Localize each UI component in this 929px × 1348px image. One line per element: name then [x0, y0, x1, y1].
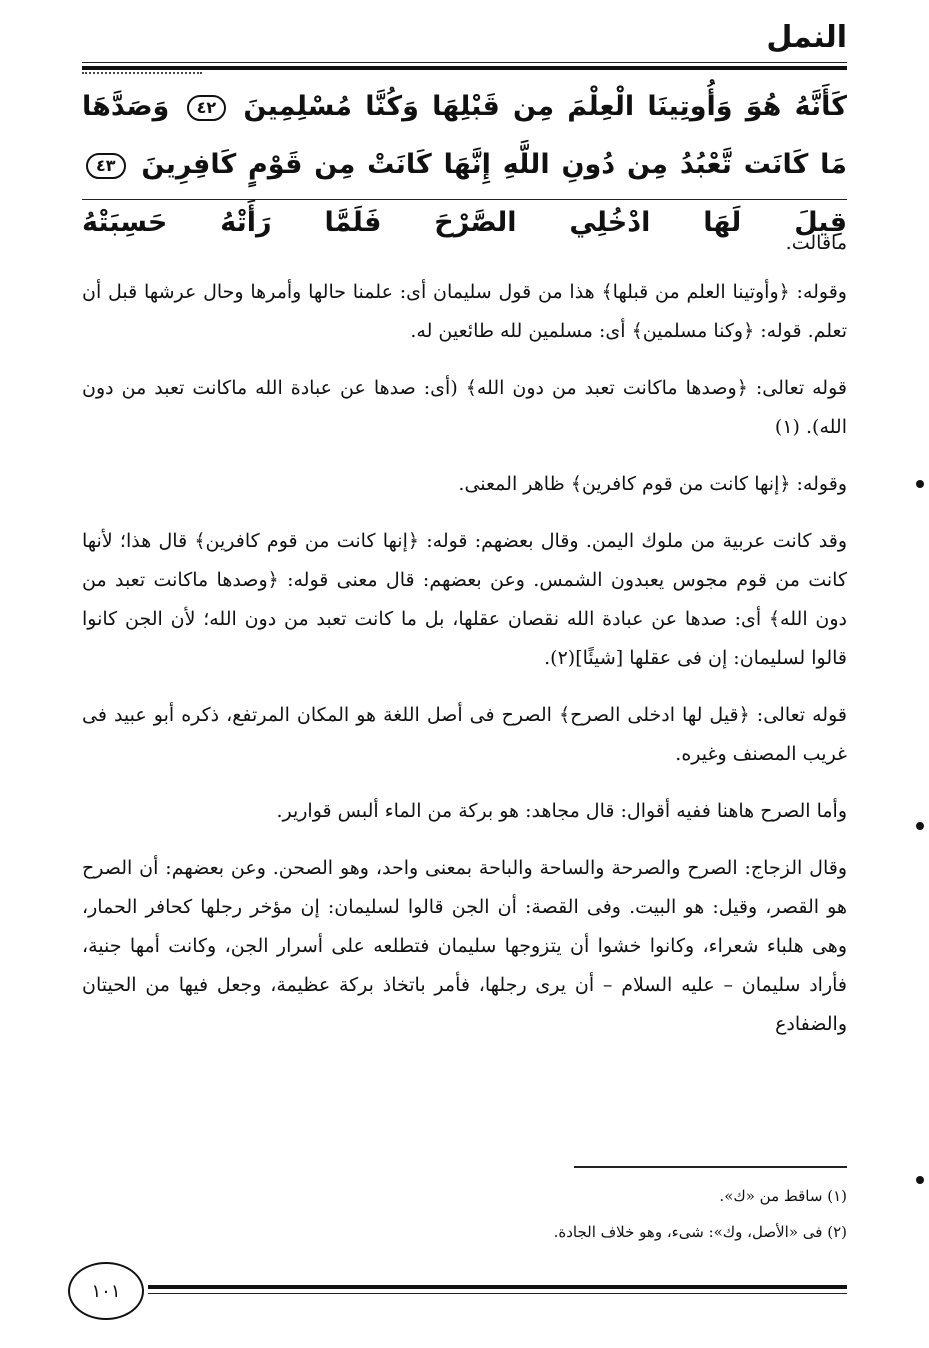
margin-mark [916, 480, 924, 488]
margin-mark [916, 822, 924, 830]
footnote-2: (٢) فى «الأصل، وك»: شىء، وهو خلاف الجادة. [553, 1223, 847, 1241]
header-rule-thick [82, 66, 847, 70]
verse-text-1: كَأَنَّهُ هُوَ وَأُوتِينَا الْعِلْمَ مِن قَبْلِهَا وَكُنَّا مُسْلِمِينَ [243, 91, 847, 122]
margin-mark [916, 1176, 924, 1184]
surah-header-title: النمل [766, 20, 847, 55]
verse-number-42: ٤٢ [187, 95, 227, 121]
paragraph: قوله تعالى: ﴿قيل لها ادخلى الصرح﴾ الصرح فى أصل اللغة هو المكان المرتفع، ذكره أبو عبيد فى غريب المصنف وغيره. [82, 704, 847, 765]
paragraph: ماقالت. [785, 232, 847, 254]
footer-rule-thin [148, 1293, 847, 1294]
footnote-separator [574, 1166, 847, 1168]
commentary-body [82, 224, 847, 1062]
header-rule-dots [82, 72, 202, 74]
verse-text-3: قِيلَ لَهَا ادْخُلِي الصَّرْحَ فَلَمَّا رَأَتْهُ حَسِبَتْهُ [82, 207, 847, 238]
paragraph: وقال الزجاج: الصرح والصرحة والساحة والباحة بمعنى واحد، وهو الصحن. وعن بعضهم: أن الصرح هو القصر، وقيل: هو البيت. وفى القصة: أن الجن قالوا لسليمان: إن مؤخر رجلها كحافر الحمار، وهى هلباء شعراء، وكانوا خشوا أن يتزوجها سليمان فتطلعه على أسرار الجن، وكانت أمها جنية، فأراد سليمان – عليه السلام – أن يرى رجلها، فأمر باتخاذ بركة عظيمة، وجعل فيها من الحيتان والضفادع [82, 857, 847, 1035]
paragraph: وأما الصرح هاهنا ففيه أقوال: قال مجاهد: هو بركة من الماء ألبس قوارير. [276, 800, 847, 822]
verse-rule [82, 199, 847, 200]
verse-number-43: ٤٣ [86, 153, 126, 179]
footnote-1: (١) ساقط من «ك». [719, 1187, 847, 1205]
paragraph: قوله تعالى: ﴿وصدها ماكانت تعبد من دون الله﴾ (أى: صدها عن عبادة الله ماكانت تعبد من دون الله). (١) [82, 377, 847, 438]
header-rule-thin [82, 62, 847, 63]
page-number: ١٠١ [68, 1262, 144, 1320]
verse-text-2: وَصَدَّهَا مَا كَانَت تَّعْبُدُ مِن دُونِ اللَّهِ إِنَّهَا كَانَتْ مِن قَوْمٍ كَافِرِينَ [82, 91, 847, 180]
footer-rule-thick [148, 1285, 847, 1289]
paragraph: وقوله: ﴿إنها كانت من قوم كافرين﴾ ظاهر المعنى. [458, 473, 847, 495]
footnotes [82, 1178, 847, 1250]
paragraph: وقد كانت عربية من ملوك اليمن. وقال بعضهم: قوله: ﴿إنها كانت من قوم كافرين﴾ قال هذا؛ لأنها كانت من قوم مجوس يعبدون الشمس. وعن بعضهم: قال معنى قوله: ﴿وصدها ماكانت تعبد من دون الله﴾ أى: صدها عن عبادة الله نقصان عقلها، بل ما كانت تعبد من دون الله؛ لأن الجن كانوا قالوا لسليمان: إن فى عقلها [شيئًا](٢). [82, 530, 847, 669]
paragraph: وقوله: ﴿وأوتينا العلم من قبلها﴾ هذا من قول سليمان أى: علمنا حالها وأمرها وحال عرشها قبل أن تعلم. قوله: ﴿وكنا مسلمين﴾ أى: مسلمين لله طائعين له. [82, 281, 847, 342]
